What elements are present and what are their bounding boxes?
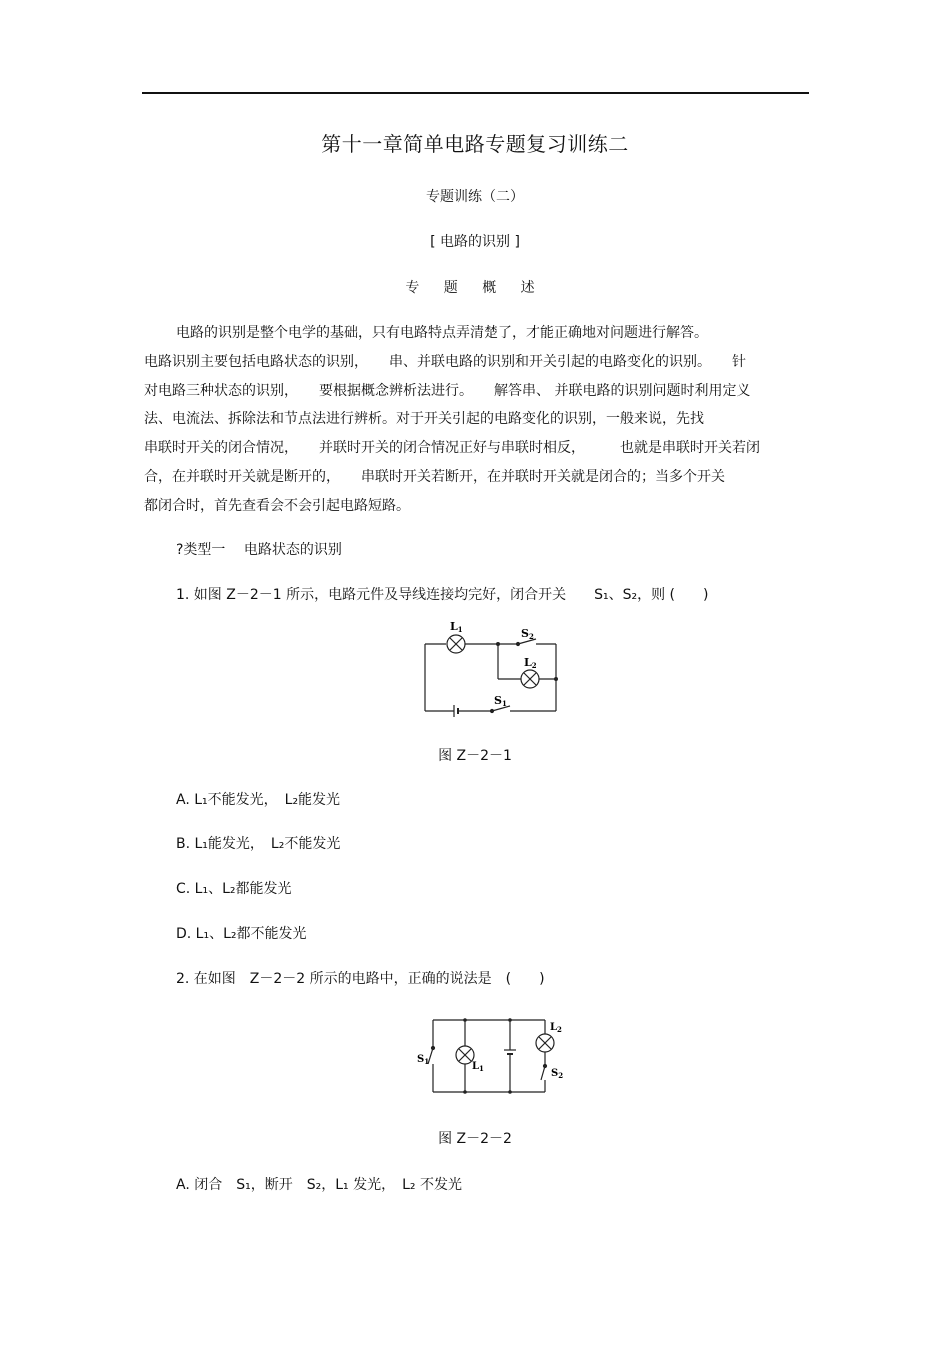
- label-s1: $S_1$: [417, 1054, 430, 1066]
- q1-option-d: D. L₁、L₂都不能发光: [176, 926, 307, 942]
- paragraph-line: 串联时开关的闭合情况， 并联时开关的闭合情况正好与串联时相反， 也就是串联时开关若闭: [144, 440, 760, 456]
- figure-2-caption: 图 Z－2－2: [438, 1131, 512, 1147]
- switch-s2-icon: [541, 1066, 545, 1080]
- subtitle: 专题训练（二）: [426, 189, 524, 205]
- label-l1: $L_1$: [472, 1061, 484, 1073]
- paragraph-line: 电路的识别是整个电学的基础，只有电路特点弄清楚了，才能正确地对问题进行解答。: [176, 325, 708, 341]
- label-l2: L2: [524, 656, 537, 670]
- page-title: 第十一章简单电路专题复习训练二: [321, 132, 629, 156]
- paragraph-line: 对电路三种状态的识别， 要根据概念辨析法进行。 解答串、 并联电路的识别问题时利用定义: [144, 383, 751, 399]
- figure-1-caption: 图 Z－2－1: [438, 748, 512, 764]
- circuit-figure-2: [415, 1010, 575, 1100]
- question-1-stem: 1. 如图 Z－2－1 所示，电路元件及导线连接均完好，闭合开关 S₁、S₂，则 ( ): [176, 587, 709, 603]
- paragraph-line: 电路识别主要包括电路状态的识别， 串、并联电路的识别和开关引起的电路变化的识别。 针: [144, 354, 746, 370]
- type-heading: ?类型一 电路状态的识别: [176, 542, 342, 558]
- section-heading: [ 电路的识别 ]: [430, 234, 520, 250]
- label-s2: $S_2$: [551, 1068, 564, 1080]
- q1-option-c: C. L₁、L₂都能发光: [176, 881, 292, 897]
- header-rule: [142, 92, 809, 94]
- paragraph-line: 合，在并联时开关就是断开的， 串联时开关若断开，在并联时开关就是闭合的；当多个开关: [144, 469, 725, 485]
- overview-heading: 专 题 概 述: [405, 280, 545, 296]
- q1-option-b: B. L₁能发光， L₂不能发光: [176, 836, 341, 852]
- label-l2: $L_2$: [550, 1022, 562, 1034]
- paragraph-line: 都闭合时，首先查看会不会引起电路短路。: [144, 498, 410, 514]
- label-s2: S2: [521, 627, 534, 641]
- label-s1: S1: [494, 694, 507, 708]
- paragraph-line: 法、电流法、拆除法和节点法进行辨析。对于开关引起的电路变化的识别，一般来说，先找: [144, 411, 704, 427]
- q2-option-a: A. 闭合 S₁，断开 S₂，L₁ 发光， L₂ 不发光: [176, 1177, 462, 1193]
- q1-option-a: A. L₁不能发光， L₂能发光: [176, 792, 341, 808]
- question-2-stem: 2. 在如图 Z－2－2 所示的电路中，正确的说法是 ( ): [176, 971, 545, 987]
- label-l1: L1: [450, 620, 463, 634]
- circuit-figure-1: [410, 618, 570, 723]
